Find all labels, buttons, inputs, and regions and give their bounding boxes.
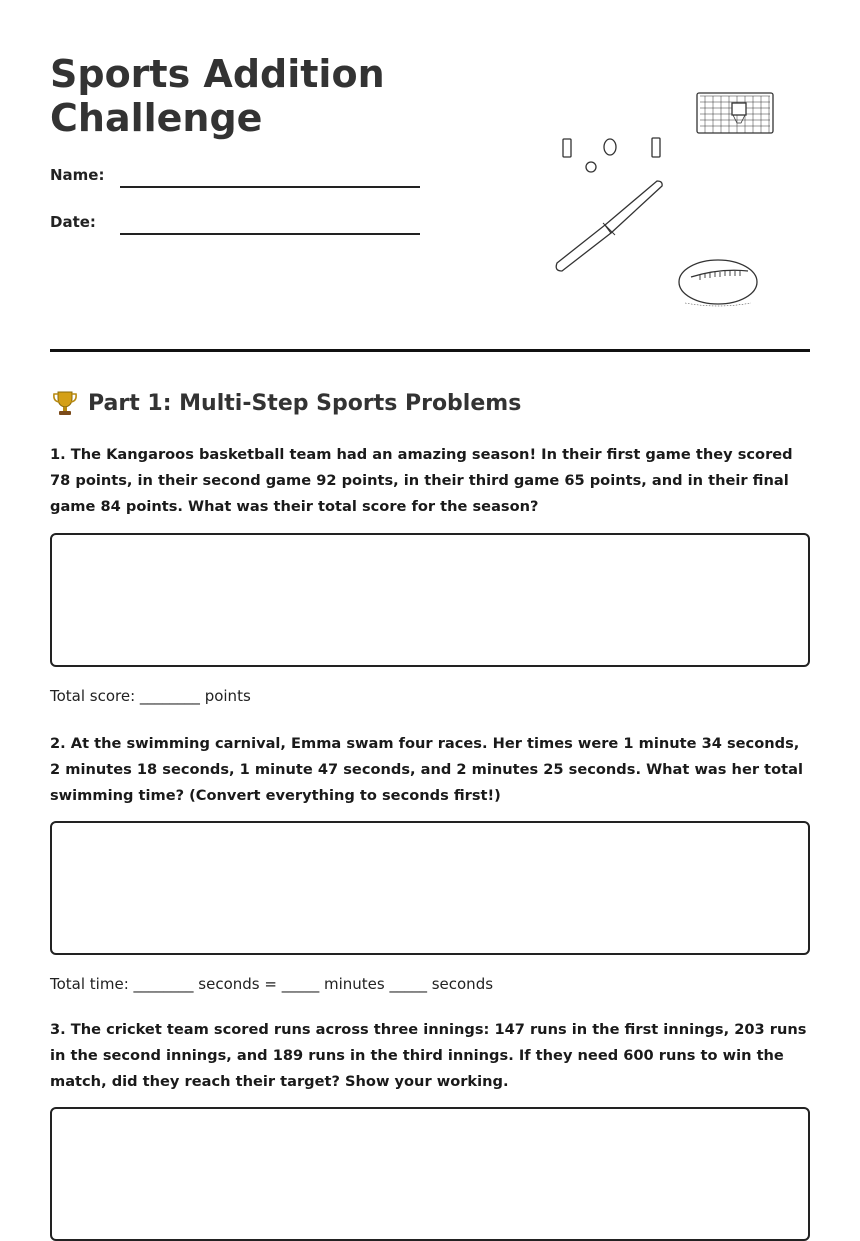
part1-heading — [50, 388, 521, 418]
worksheet-title: Sports Addition Challenge — [50, 52, 385, 140]
date-field[interactable] — [50, 213, 420, 243]
cricket-bat-icon — [556, 181, 662, 271]
sports-illustration — [545, 85, 785, 315]
question-2: 2. At the swimming carnival, Emma swam four races. Her times were 1 minute 34 seconds, 2 minutes 18 seconds, 1 minute 47 seconds, and 2 minutes 25 seconds. What was her total swimming time? (Convert everything to seconds first!) — [50, 735, 803, 804]
name-field[interactable] — [50, 166, 420, 196]
ball-icon — [586, 162, 596, 172]
answer-box-3[interactable] — [50, 1107, 810, 1241]
name-label: Name: — [50, 166, 105, 184]
rugby-ball-icon — [679, 260, 757, 306]
date-label: Date: — [50, 213, 96, 231]
header-divider — [50, 349, 810, 352]
question-3: 3. The cricket team scored runs across three innings: 147 runs in the first innings, 203 runs in the second innings, and 189 runs in the third innings. If they need 600 runs to win the match, did they reach their target? Show your working. — [50, 1021, 807, 1090]
question-1: 1. The Kangaroos basketball team had an amazing season! In their first game they scored 78 points, in their second game 92 points, in their third game 65 points, and in their final game 84 points. What was their total score for the season? — [50, 446, 793, 515]
trophy-icon — [50, 388, 80, 418]
cricket-stumps-icon — [563, 138, 660, 157]
soccer-goal-icon — [697, 93, 773, 133]
answer-box-2[interactable] — [50, 821, 810, 955]
date-line[interactable] — [120, 233, 420, 235]
name-line[interactable] — [120, 186, 420, 188]
answer-box-1[interactable] — [50, 533, 810, 667]
part1-heading-text: Part 1: Multi-Step Sports Problems — [88, 390, 522, 416]
answer-line-2: Total time: ________ seconds = _____ minutes _____ seconds — [50, 975, 494, 993]
answer-line-1: Total score: ________ points — [50, 687, 251, 705]
